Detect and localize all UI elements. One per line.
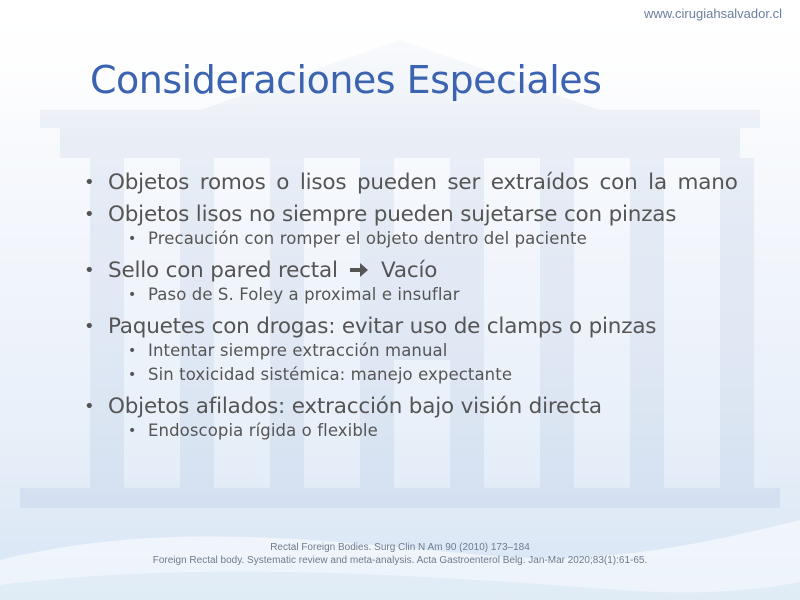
sub-bullet-text: Sin toxicidad sistémica: manejo expectante [148, 365, 513, 384]
bullet-marker: • [84, 260, 95, 281]
reference-line: Foreign Rectal body. Systematic review and meta-analysis. Acta Gastroenterol Belg. Jan-Mar 2020;83(1):61-65. [152, 555, 648, 566]
bullet-item [84, 396, 762, 418]
bullet-marker: • [84, 204, 95, 225]
bullet-text: Objetos romos o lisos pueden ser extraídos con la mano [108, 170, 738, 195]
bullet-text-after-arrow: Vacío [381, 258, 438, 283]
sub-bullet-item [84, 284, 762, 306]
sub-bullet-text: Intentar siempre extracción manual [148, 341, 448, 360]
bullet-text: Paquetes con drogas: evitar uso de clamps o pinzas [108, 314, 657, 339]
bullet-marker: • [128, 423, 137, 439]
bullet-marker: • [128, 287, 137, 303]
bullet-item [84, 204, 762, 226]
bullet-marker: • [128, 343, 137, 359]
slide-title: Consideraciones Especiales [90, 58, 602, 102]
bullet-marker: • [128, 231, 137, 247]
bullet-list [84, 172, 762, 442]
bullet-item [84, 316, 762, 338]
bullet-item [84, 172, 762, 194]
bullet-text: Objetos lisos no siempre pueden sujetarse con pinzas [108, 202, 677, 227]
references [0, 541, 800, 567]
sub-bullet-item [84, 340, 762, 362]
bullet-marker: • [128, 367, 137, 383]
bullet-marker: • [84, 316, 95, 337]
bullet-text: Sello con pared rectal [108, 258, 338, 283]
site-url: www.cirugiahsalvador.cl [643, 6, 782, 21]
sub-bullet-item [84, 420, 762, 442]
bullet-item [84, 260, 762, 282]
reference-line: Rectal Foreign Bodies. Surg Clin N Am 90 (2010) 173–184 [270, 542, 530, 553]
arrow-right-icon [348, 261, 370, 279]
sub-bullet-item [84, 228, 762, 250]
sub-bullet-item [84, 364, 762, 386]
bullet-marker: • [84, 172, 95, 193]
bullet-text: Objetos afilados: extracción bajo visión directa [108, 394, 602, 419]
sub-bullet-text: Endoscopia rígida o flexible [148, 421, 378, 440]
bullet-marker: • [84, 396, 95, 417]
sub-bullet-text: Paso de S. Foley a proximal e insuflar [148, 285, 460, 304]
sub-bullet-text: Precaución con romper el objeto dentro del paciente [148, 229, 587, 248]
